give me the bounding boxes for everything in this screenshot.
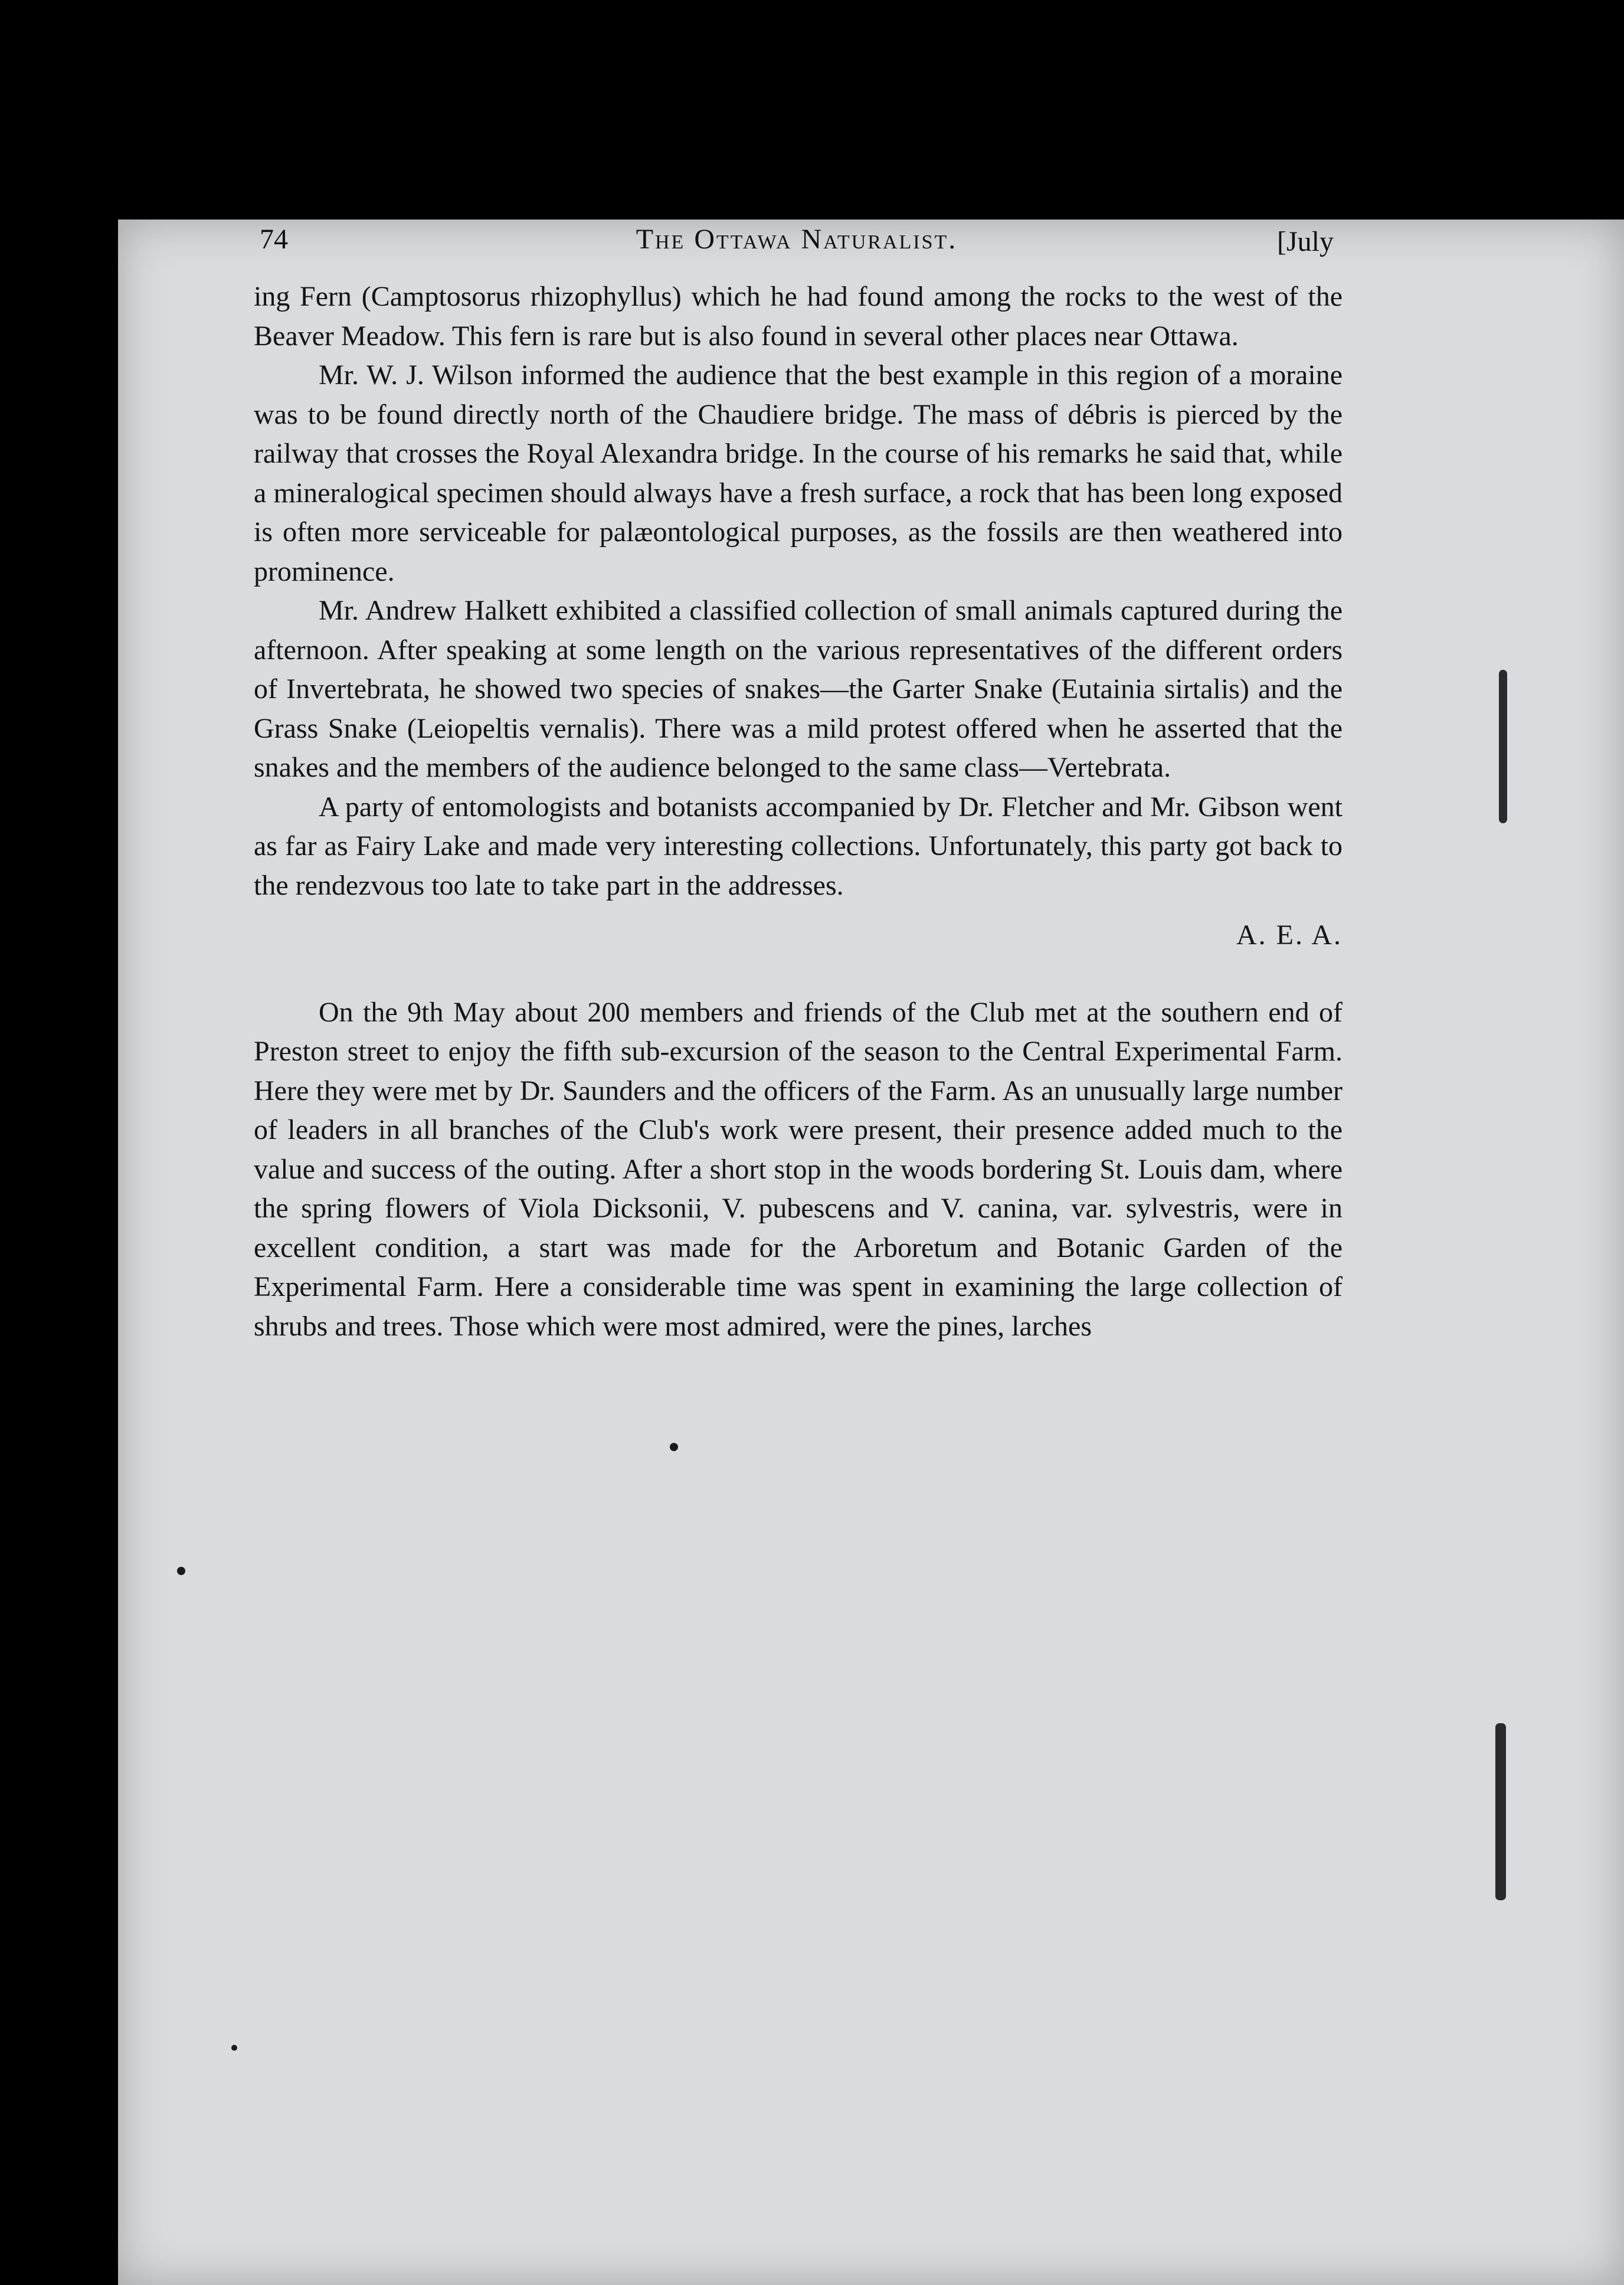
ink-speck — [670, 1443, 678, 1451]
paragraph-entomologists: A party of entomologists and botanists accompanied by Dr. Fletcher and Mr. Gibson went as far as Fairy Lake and made very interesting collections. Unfortunately, this party got back to the rendezvous too late to take part in the addresses. — [254, 791, 1343, 901]
binding-mark — [1495, 1723, 1506, 1900]
article-body — [254, 277, 1343, 1346]
page-number: 74 — [260, 224, 288, 255]
running-header — [260, 217, 1334, 270]
author-signature: A. E. A. — [1236, 919, 1343, 951]
paragraph-wilson: Mr. W. J. Wilson informed the audience that the best example in this region of a moraine was to be found directly north of the Chaudiere bridge. The mass of débris is pierced by the railway that crosses the Royal Alexandra bridge. In the course of his remarks he said that, while a mineralogical specimen should always have a fresh surface, a rock that has been long exposed is often more serviceable for palæontological purposes, as the fossils are then weathered into prominence. — [254, 359, 1343, 587]
paragraph-halkett: Mr. Andrew Halkett exhibited a classified collection of small animals captured during the afternoon. After speaking at some length on the various representatives of the different orders of Invertebrata, he showed two species of snakes—the Garter Snake (Eutainia sirtalis) and the Grass Snake (Leiopeltis vernalis). There was a mild protest offered when he asserted that the snakes and the members of the audience belonged to the same class—Vertebrata. — [254, 595, 1343, 783]
paragraph-continuation: ing Fern (Camptosorus rhizophyllus) which he had found among the rocks to the west of the Beaver Meadow. This fern is rare but is also found in several other places near Ottawa. — [254, 281, 1343, 352]
paragraph-excursion: On the 9th May about 200 members and friends of the Club met at the southern end of Preston street to enjoy the fifth sub-excursion of the season to the Central Experimental Farm. Here they were met by Dr. Saunders and the officers of the Farm. As an unusually large number of leaders in all branches of the Club's work were present, their presence added much to the value and success of the outing. After a short stop in the woods bordering St. Louis dam, where the spring flowers of Viola Dicksonii, V. pubescens and V. canina, var. sylvestris, were in excellent condition, a start was made for the Arboretum and Botanic Garden of the Experimental Farm. Here a considerable time was spent in examining the large collection of shrubs and trees. Those which were most admired, were the pines, larches — [254, 996, 1343, 1342]
ink-speck — [177, 1567, 185, 1575]
header-month: [July — [1277, 226, 1334, 257]
journal-title: The Ottawa Naturalist. — [636, 224, 958, 255]
binding-mark — [1499, 670, 1507, 823]
ink-speck — [231, 2045, 237, 2051]
